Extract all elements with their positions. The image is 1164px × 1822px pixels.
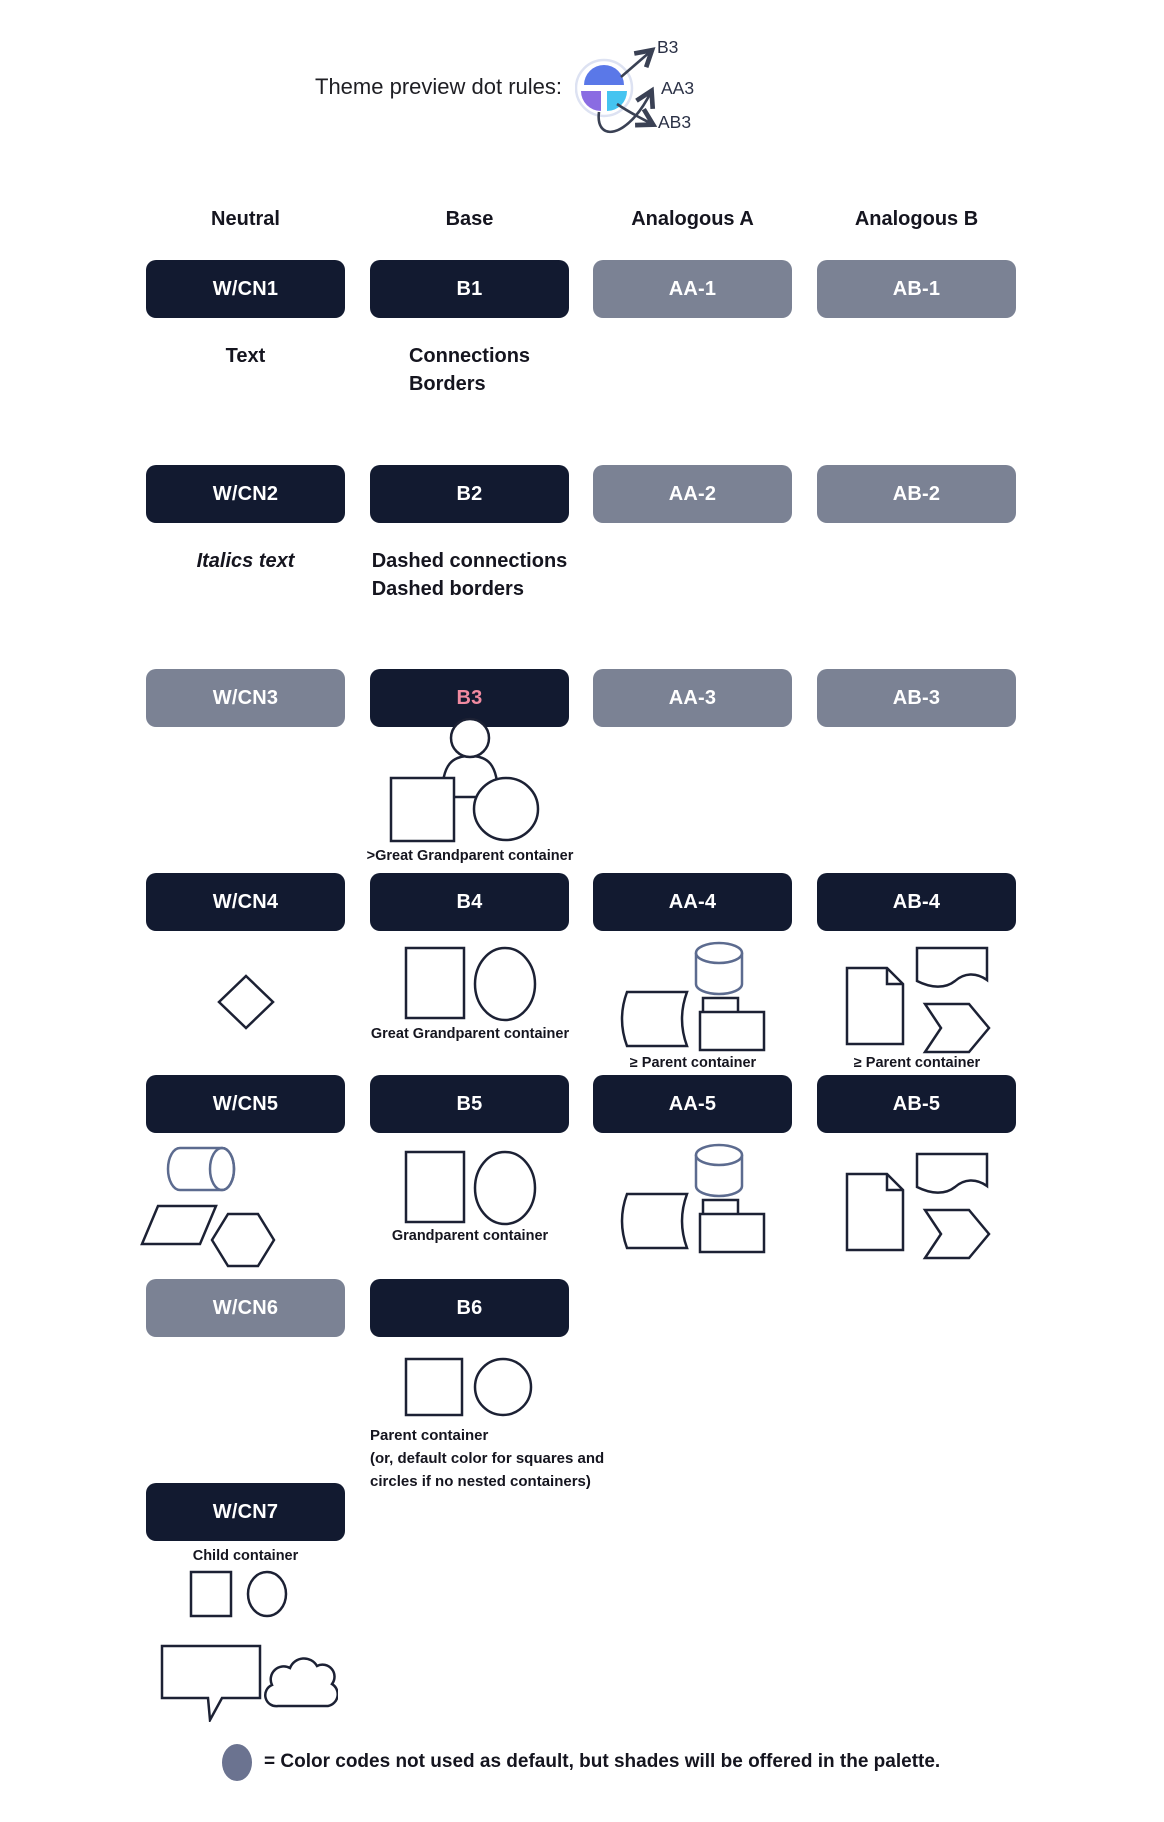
swatch-aa1 <box>593 260 792 318</box>
caption-dashed <box>370 547 569 603</box>
swatch-label: W/CN1 <box>212 277 279 300</box>
curved-rect-icon <box>622 1194 687 1248</box>
caption-great-grandparent-gt: >Great Grandparent container <box>366 848 574 864</box>
wcn7-bubble-cloud-group <box>158 1642 338 1722</box>
caption-text: Text <box>225 345 266 367</box>
hexagon-shape-icon <box>212 1214 274 1266</box>
caption-parent-line2: (or, default color for squares and <box>370 1450 605 1467</box>
swatch-label: AB-5 <box>892 1092 941 1115</box>
square-shape-icon <box>391 778 454 841</box>
caption-lines <box>372 547 568 603</box>
b4-shapes-group <box>403 944 537 1022</box>
caption-great-grandparent: Great Grandparent container <box>370 1026 570 1042</box>
circle-shape-icon <box>475 1359 531 1415</box>
swatch-b5 <box>370 1075 569 1133</box>
dot-rule-label-aa3: AA3 <box>661 78 695 98</box>
aa5-shapes-group <box>605 1142 780 1254</box>
caption-grandparent: Grandparent container <box>391 1228 549 1244</box>
swatch-label: AA-1 <box>668 277 717 300</box>
cylinder-top-icon <box>696 943 742 963</box>
swatch-label: W/CN6 <box>212 1296 279 1319</box>
circle-shape-icon <box>248 1572 286 1616</box>
swatch-aa5 <box>593 1075 792 1133</box>
swatch-label: AA-4 <box>668 890 717 913</box>
swatch-label: AB-2 <box>892 482 941 505</box>
ab4-shapes-group <box>831 940 1001 1058</box>
square-shape-icon <box>406 1152 464 1222</box>
dot-rule-label-ab3: AB3 <box>658 112 692 132</box>
arrow-to-ab3-icon <box>617 104 652 124</box>
swatch-label: B2 <box>456 482 483 505</box>
column-header-analogous-b: Analogous B <box>854 208 979 230</box>
swatch-label: W/CN7 <box>212 1500 279 1523</box>
swatch-b1 <box>370 260 569 318</box>
b3-shapes-group <box>358 715 582 847</box>
person-head-icon <box>451 719 489 757</box>
caption-borders: Borders <box>408 373 486 395</box>
swatch-label: W/CN2 <box>212 482 279 505</box>
swatch-ab3 <box>817 669 1016 727</box>
swatch-wcn3 <box>146 669 345 727</box>
swatch-label: B4 <box>456 890 483 913</box>
document-shape-icon <box>847 1174 903 1250</box>
curved-rect-icon <box>622 992 687 1046</box>
swatch-label: AA-3 <box>668 686 717 709</box>
cloud-shape-icon <box>265 1658 337 1706</box>
legend-text: = Color codes not used as default, but shades will be offered in the palette. <box>264 1751 941 1772</box>
dot-top-half-icon <box>584 65 624 85</box>
swatch-label: AA-2 <box>668 482 717 505</box>
caption-child-container: Child container <box>192 1548 299 1564</box>
square-shape-icon <box>406 948 464 1018</box>
caption-aa-parent: ≥ Parent container <box>629 1055 757 1071</box>
caption-parent-line1: Parent container <box>370 1427 489 1444</box>
circle-shape-icon <box>474 778 538 840</box>
square-shape-icon <box>406 1359 462 1415</box>
circle-shape-icon <box>475 948 535 1020</box>
folder-body-icon <box>700 1012 764 1050</box>
b6-shapes-group <box>403 1356 537 1420</box>
diamond-shape-icon <box>219 976 273 1028</box>
wcn7-shapes-group <box>188 1568 300 1620</box>
arrow-to-b3-icon <box>621 51 651 77</box>
column-header-analogous-a: Analogous A <box>631 208 754 230</box>
horizontal-cylinder-icon <box>168 1148 234 1190</box>
legend-dot-icon <box>222 1744 252 1781</box>
swatch-label-pink: B3 <box>456 686 483 709</box>
swatch-aa4 <box>593 873 792 931</box>
wavy-rect-icon <box>917 948 987 987</box>
swatch-label: AB-1 <box>892 277 941 300</box>
caption-dashed-connections: Dashed connections <box>371 550 568 572</box>
swatch-label: AB-3 <box>892 686 941 709</box>
swatch-ab4 <box>817 873 1016 931</box>
swatch-label: B6 <box>456 1296 483 1319</box>
swatch-ab5 <box>817 1075 1016 1133</box>
ab5-shapes-group <box>831 1146 1001 1264</box>
swatch-b2 <box>370 465 569 523</box>
caption-parent-line3: circles if no nested containers) <box>370 1473 591 1490</box>
folder-body-icon <box>700 1214 764 1252</box>
circle-shape-icon <box>475 1152 535 1224</box>
wcn5-shapes-group <box>128 1142 278 1272</box>
caption-ab-parent: ≥ Parent container <box>853 1055 981 1071</box>
swatch-aa3 <box>593 669 792 727</box>
square-shape-icon <box>191 1572 231 1616</box>
swatch-label: W/CN4 <box>212 890 279 913</box>
column-header-neutral: Neutral <box>211 208 280 230</box>
caption-italics-text: Italics text <box>196 550 295 572</box>
document-shape-icon <box>847 968 903 1044</box>
wavy-rect-icon <box>917 1154 987 1193</box>
swatch-label: B5 <box>456 1092 483 1115</box>
swatch-wcn4 <box>146 873 345 931</box>
wcn4-diamond-group <box>217 974 275 1030</box>
cylinder-top-icon <box>696 1145 742 1165</box>
swatch-ab1 <box>817 260 1016 318</box>
swatch-wcn6 <box>146 1279 345 1337</box>
swatch-wcn5 <box>146 1075 345 1133</box>
swatch-ab2 <box>817 465 1016 523</box>
swatch-label: W/CN3 <box>212 686 279 709</box>
swatch-b6 <box>370 1279 569 1337</box>
caption-connections-borders <box>370 342 569 398</box>
b5-shapes-group <box>403 1148 537 1226</box>
swatch-wcn1 <box>146 260 345 318</box>
swatch-label: AA-5 <box>668 1092 717 1115</box>
swatch-aa2 <box>593 465 792 523</box>
dot-rule-label-b3: B3 <box>657 37 679 57</box>
speech-bubble-icon <box>162 1646 260 1720</box>
page-title: Theme preview dot rules: <box>315 74 562 99</box>
chevron-shape-icon <box>925 1004 989 1052</box>
swatch-label: B1 <box>456 277 483 300</box>
swatch-b4 <box>370 873 569 931</box>
aa4-shapes-group <box>605 940 780 1052</box>
column-header-base: Base <box>445 208 494 230</box>
caption-lines <box>409 342 530 398</box>
caption-connections: Connections <box>408 345 531 367</box>
swatch-wcn7 <box>146 1483 345 1541</box>
parallelogram-shape-icon <box>142 1206 216 1244</box>
swatch-label: AB-4 <box>892 890 941 913</box>
caption-dashed-borders: Dashed borders <box>371 578 524 600</box>
caption-parent-note <box>370 1424 604 1493</box>
swatch-wcn2 <box>146 465 345 523</box>
chevron-shape-icon <box>925 1210 989 1258</box>
swatch-label: W/CN5 <box>212 1092 279 1115</box>
